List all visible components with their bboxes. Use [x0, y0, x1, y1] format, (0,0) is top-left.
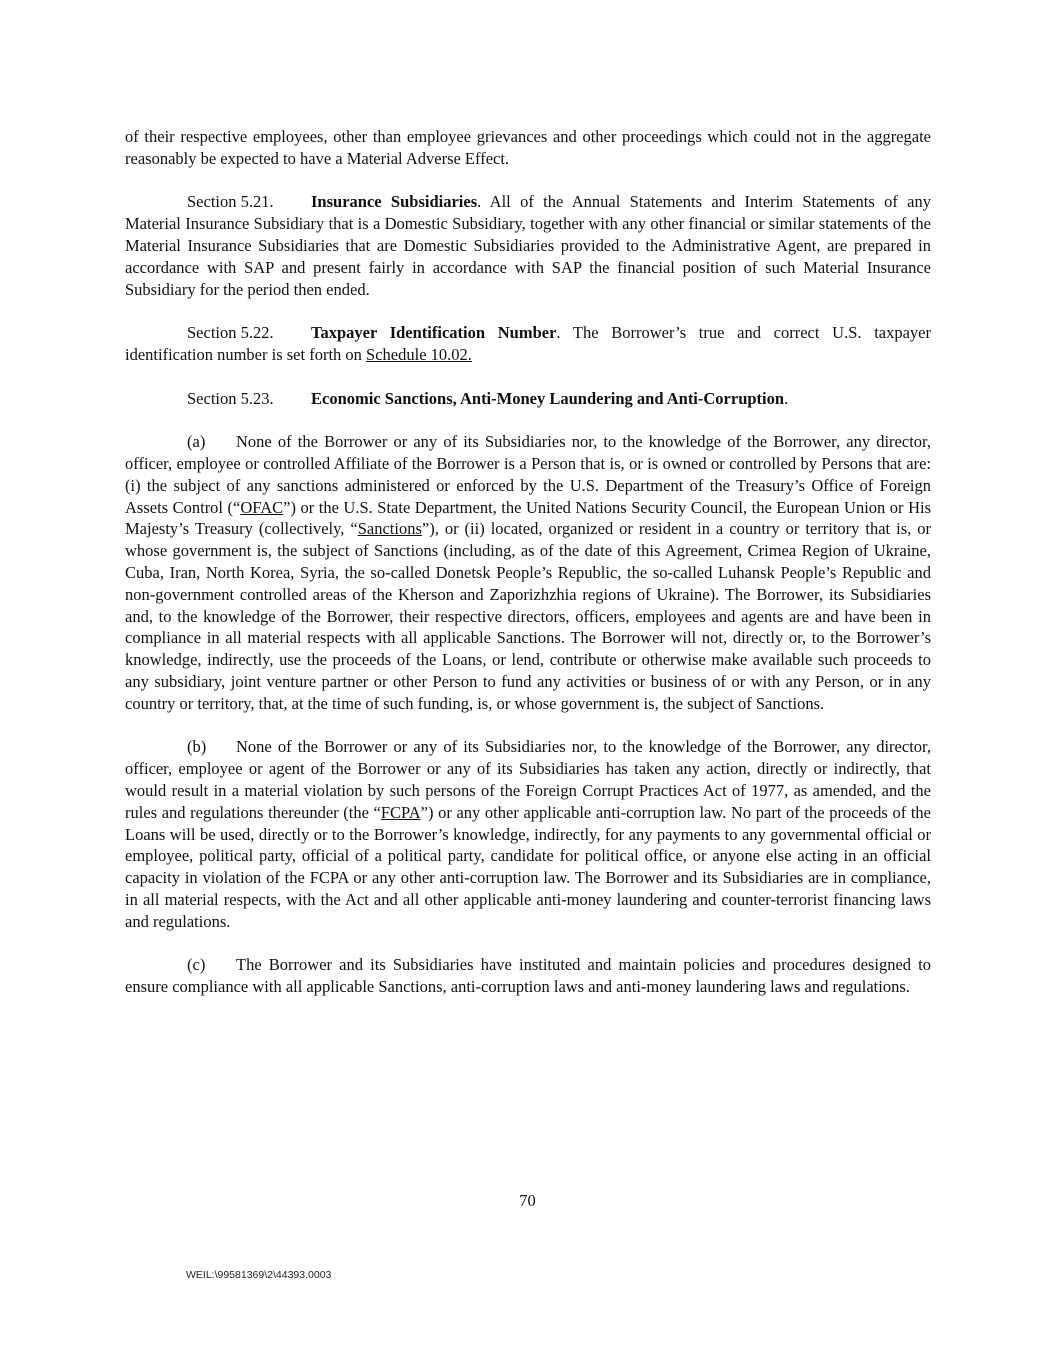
paragraph-text: ”) or the U.S. State Department, the United Nations Security Council, the European Union or His Majesty’s Treasury (collectively, “	[125, 497, 931, 539]
continuation-paragraph: of their respective employees, other than employee grievances and other proceedings which could not in the aggregate reasonably be expected to have a Material Adverse Effect.	[125, 127, 931, 168]
page-number: 70	[519, 1191, 536, 1210]
paragraph-text: None of the Borrower or any of its Subsidiaries nor, to the knowledge of the Borrower, any director, officer, employee or controlled Affiliate of the Borrower is a Person that is, or is owned or controlled by Persons that are: (i) the subject of any sanctions administered or enforced by the U.S. Department of the Treasury’s Office of Foreign Assets Control (“	[125, 432, 931, 517]
defined-term-ofac: OFAC	[240, 497, 284, 517]
section-number: Section 5.23.	[187, 388, 274, 408]
paragraph-label: (a)	[187, 432, 206, 452]
defined-term-sanctions: Sanctions	[357, 519, 422, 539]
paragraph-text: ”) or any other applicable anti-corruption law. No part of the proceeds of the Loans will be used, directly or to the Borrower’s knowledge, indirectly, for any payments to any governmental official or employee, political party, official of a political party, candidate for political office, or anyone else acting in an official capacity in violation of the FCPA or any other anti-corruption law. The Borrower and its Subsidiaries are in compliance, in all material respects, with the Act and all other applicable anti-money laundering and counter-terrorist financing laws and regulations.	[125, 802, 931, 931]
section-text: . All of the Annual Statements and Interim Statements of any Material Insurance Subsidiary that is a Domestic Subsidiary, together with any other financial or similar statements of the Material Insurance Subsidiaries that are Domestic Subsidiaries provided to the Administrative Agent, are prepared in accordance with SAP and present fairly in accordance with SAP the financial position of such Material Insurance Subsidiary for the period then ended.	[125, 192, 931, 299]
section-number: Section 5.21.	[187, 192, 274, 212]
section-title: Taxpayer Identification Number	[311, 323, 557, 343]
section-number: Section 5.22.	[187, 323, 274, 343]
paragraph-b	[125, 736, 931, 932]
section-title: Economic Sanctions, Anti-Money Laundering and Anti-Corruption	[311, 388, 785, 408]
document-body	[125, 126, 931, 1020]
defined-term-fcpa: FCPA	[380, 802, 421, 822]
section-5-23	[125, 388, 931, 410]
section-5-22	[125, 322, 931, 366]
paragraph-label: (c)	[187, 955, 206, 975]
paragraph-text: None of the Borrower or any of its Subsidiaries nor, to the knowledge of the Borrower, any director, officer, employee or agent of the Borrower or any of its Subsidiaries has taken any action, directly or indirectly, that would result in a material violation by such persons of the Foreign Corrupt Practices Act of 1977, as amended, and the rules and regulations thereunder (the “	[125, 737, 931, 822]
document-reference-footer: WEIL:\99581369\2\44393.0003	[186, 1269, 332, 1281]
paragraph-c	[125, 954, 931, 998]
section-title: Insurance Subsidiaries	[311, 192, 478, 212]
section-5-21	[125, 191, 931, 300]
paragraph-label: (b)	[187, 737, 207, 757]
paragraph-a	[125, 431, 931, 714]
schedule-reference: Schedule 10.02.	[366, 344, 472, 364]
paragraph-text: The Borrower and its Subsidiaries have instituted and maintain policies and procedures designed to ensure compliance with all applicable Sanctions, anti-corruption laws and anti-money laundering laws and regulations.	[125, 955, 931, 997]
section-title-end: .	[784, 388, 789, 408]
section-text: . The Borrower’s true and correct U.S. taxpayer identification number is set forth on	[125, 323, 931, 364]
paragraph-text: ”), or (ii) located, organized or resident in a country or territory that is, or whose government is, the subject of Sanctions (including, as of the date of this Agreement, Crimea Region of Ukraine, Cuba, Iran, North Korea, Syria, the so-called Donetsk People’s Republic, the so-called Luhansk People’s Republic and non-government controlled areas of the Kherson and Zaporizhzhia regions of Ukraine). The Borrower, its Subsidiaries and, to the knowledge of the Borrower, their respective directors, officers, employees and agents are and have been in compliance in all material respects with all applicable Sanctions. The Borrower will not, directly or, to the Borrower’s knowledge, indirectly, use the proceeds of the Loans, or lend, contribute or otherwise make available such proceeds to any subsidiary, joint venture partner or other Person to fund any activities or business of or with any Person, or in any country or territory, that, at the time of such funding, is, or whose government is, the subject of Sanctions.	[125, 519, 931, 713]
